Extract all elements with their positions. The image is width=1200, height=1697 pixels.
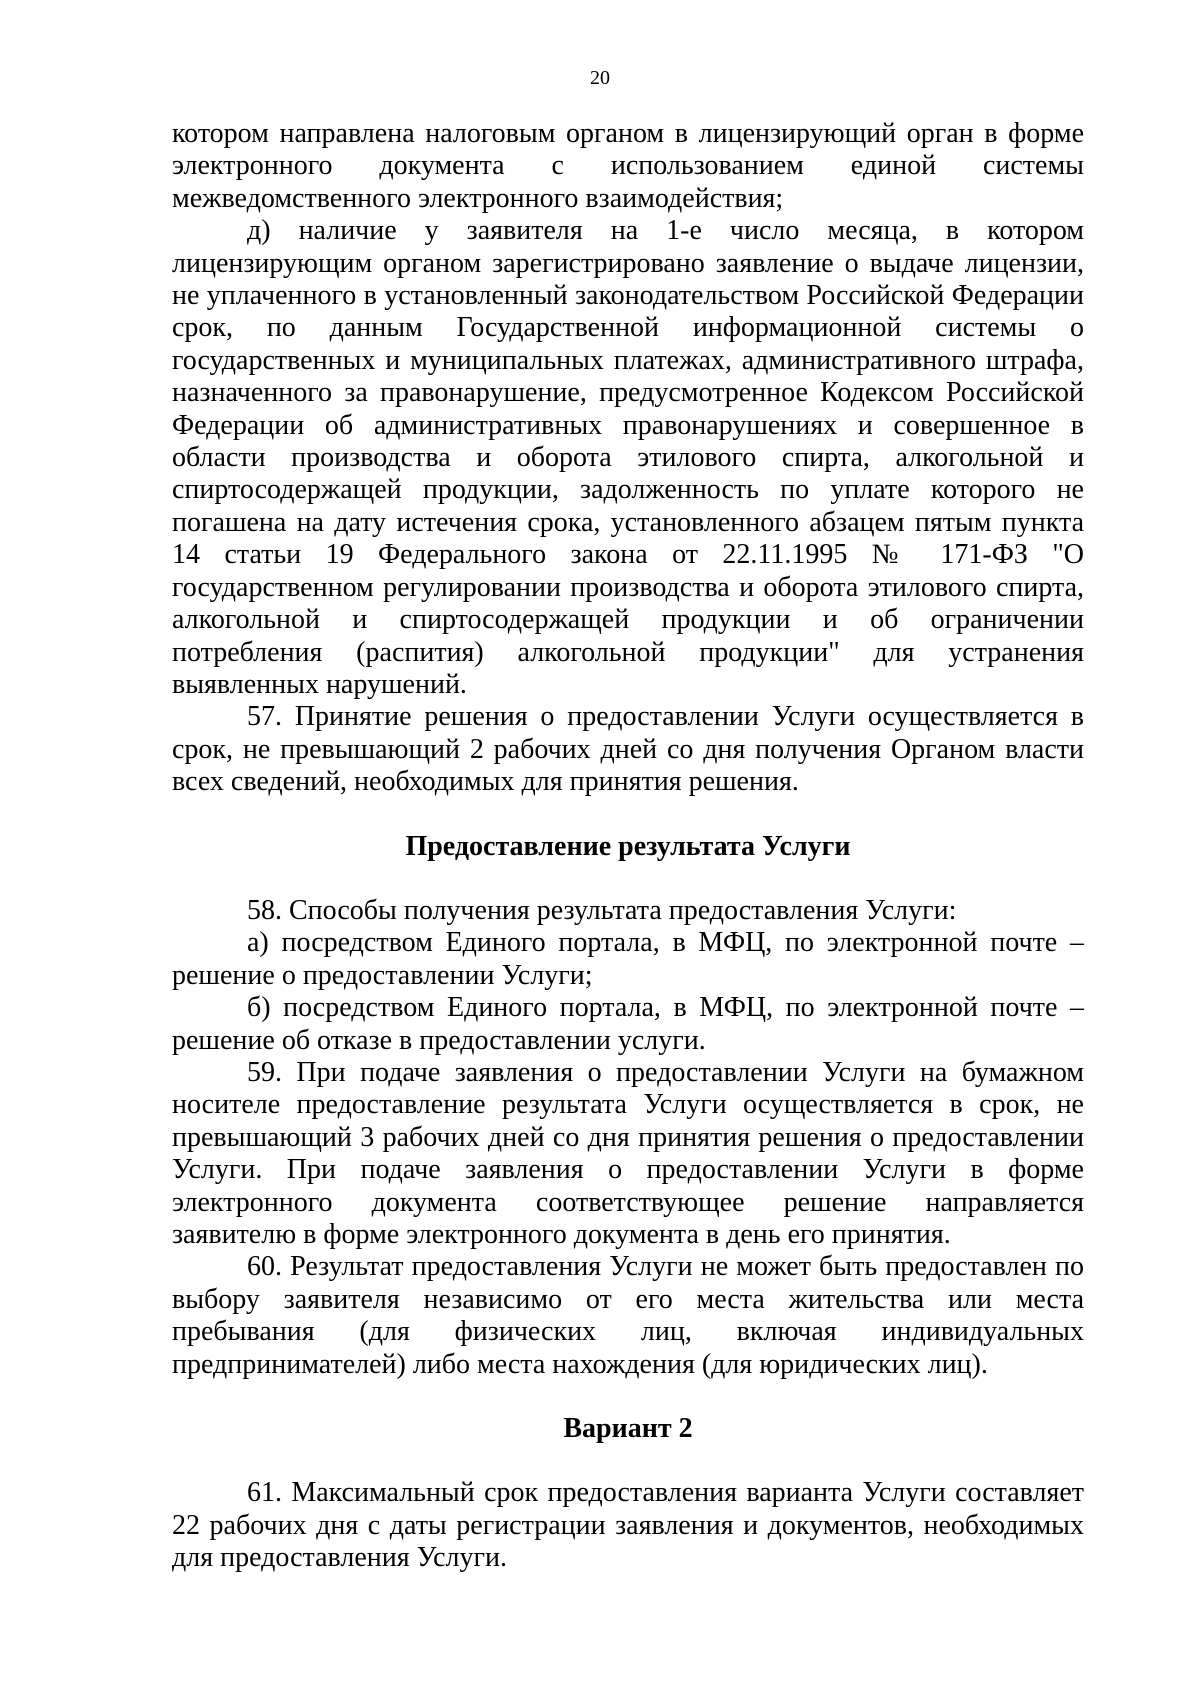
paragraph-61: 61. Максимальный срок предоставления варианта Услуги составляет 22 рабочих дня с даты регистрации заявления и документов, необходимых для предоставления Услуги. — [172, 1477, 1084, 1574]
paragraph-item-d: д) наличие у заявителя на 1-е число месяца, в котором лицензирующим органом зарегистрировано заявление о выдаче лицензии, не уплаченного в установленный законодательством Российской Федерации срок, по данным Государственной информационной системы о государственных и муниципальных платежах, административного штрафа, назначенного за правонарушение, предусмотренное Кодексом Российской Федерации об административных правонарушениях и совершенное в области производства и оборота этилового спирта, алкогольной и спиртосодержащей продукции, задолженность по уплате которого не погашена на дату истечения срока, установленного абзацем пятым пункта 14 статьи 19 Федерального закона от 22.11.1995 № 171-ФЗ "О государственном регулировании производства и оборота этилового спирта, алкогольной и спиртосодержащей продукции и об ограничении потребления (распития) алкогольной продукции" для устранения выявленных нарушений. — [172, 215, 1084, 700]
page-number: 20 — [590, 67, 610, 89]
section-title-variant: Вариант 2 — [563, 1413, 693, 1445]
section-title-result: Предоставление результата Услуги — [405, 830, 851, 862]
paragraph-58: 58. Способы получения результата предоставления Услуги: — [247, 894, 957, 926]
paragraph-continuation: котором направлена налоговым органом в лицензирующий орган в форме электронного документа с использованием единой системы межведомственного электронного взаимодействия; — [172, 118, 1084, 214]
paragraph-59: 59. При подаче заявления о предоставлении Услуги на бумажном носителе предоставление результата Услуги осуществляется в срок, не превышающий 3 рабочих дней со дня принятия решения о предоставлении Услуги. При подаче заявления о предоставлении Услуги в форме электронного документа соответствующее решение направляется заявителю в форме электронного документа в день его принятия. — [172, 1056, 1084, 1250]
paragraph-58-b: б) посредством Единого портала, в МФЦ, по электронной почте – решение об отказе в предоставлении услуги. — [172, 992, 1084, 1056]
document-body — [172, 118, 1084, 1575]
paragraph-57: 57. Принятие решения о предоставлении Услуги осуществляется в срок, не превышающий 2 рабочих дней со дня получения Органом власти всех сведений, необходимых для принятия решения. — [172, 701, 1084, 798]
paragraph-58-a: а) посредством Единого портала, в МФЦ, по электронной почте – решение о предоставлении Услуги; — [172, 927, 1084, 991]
paragraph-60: 60. Результат предоставления Услуги не может быть предоставлен по выбору заявителя независимо от его места жительства или места пребывания (для физических лиц, включая индивидуальных предпринимателей) либо места нахождения (для юридических лиц). — [172, 1251, 1084, 1380]
